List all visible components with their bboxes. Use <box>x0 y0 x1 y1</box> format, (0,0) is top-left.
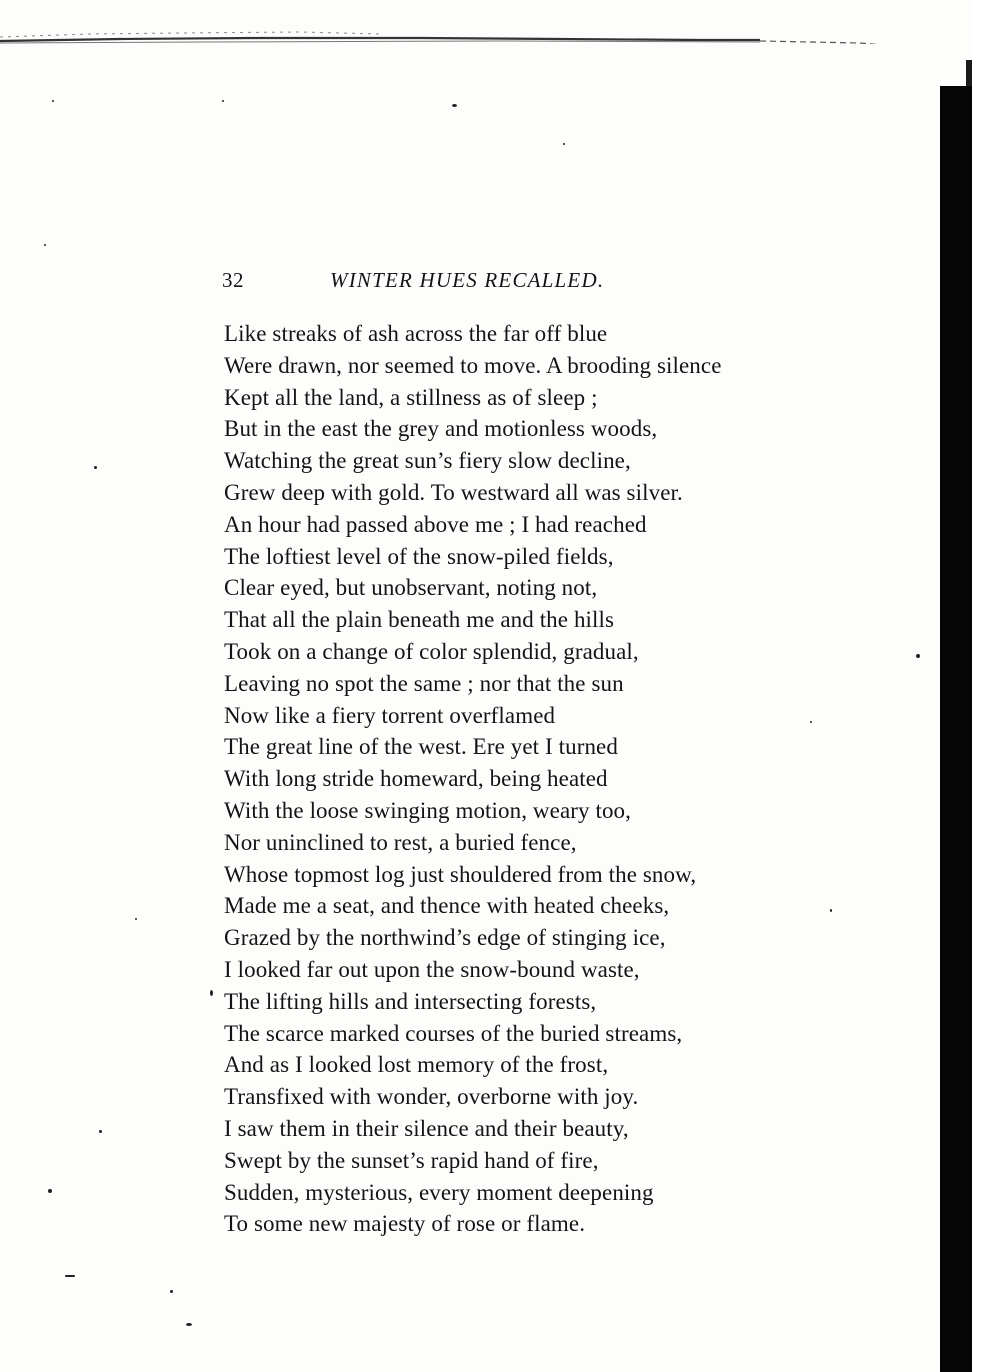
scan-speck <box>222 100 224 102</box>
scan-speck <box>65 1275 75 1277</box>
poem-line: Now like a fiery torrent overflamed <box>224 702 556 728</box>
running-header <box>222 268 742 298</box>
poem-line: I looked far out upon the snow-bound waste, <box>224 956 640 982</box>
poem-line: An hour had passed above me ; I had reached <box>224 511 647 537</box>
scan-speck <box>48 1189 52 1193</box>
poem-line: Grazed by the northwind’s edge of stinging ice, <box>224 925 666 951</box>
scan-speck <box>830 909 832 912</box>
poem-line: Like streaks of ash across the far off blue <box>224 321 608 346</box>
poem-line: The loftiest level of the snow-piled fields, <box>224 543 614 569</box>
scan-speck <box>44 244 46 246</box>
scan-speck <box>810 721 812 723</box>
poem-line: I saw them in their silence and their beauty, <box>224 1115 629 1141</box>
poem-body <box>224 318 824 1240</box>
poem-line: Whose topmost log just shouldered from the snow, <box>224 861 697 887</box>
binding-shadow <box>940 86 972 1372</box>
poem-line: Leaving no spot the same ; nor that the sun <box>224 670 624 696</box>
poem-line: Nor uninclined to rest, a buried fence, <box>224 829 577 855</box>
poem-line: Transfixed with wonder, overborne with joy. <box>224 1084 639 1110</box>
running-title: WINTER HUES RECALLED. <box>330 268 605 292</box>
poem-line: Sudden, mysterious, every moment deepening <box>224 1179 654 1205</box>
right-page-margin <box>972 0 1000 1372</box>
page-number: 32 <box>222 268 244 292</box>
poem-line: Grew deep with gold. To westward all was silver. <box>224 479 683 505</box>
scan-speck <box>563 143 565 145</box>
scan-speck <box>99 1130 102 1133</box>
poem-line: To some new majesty of rose or flame. <box>224 1211 586 1237</box>
poem-line: Clear eyed, but unobservant, noting not, <box>224 575 598 601</box>
scan-speck <box>186 1323 192 1326</box>
poem-line: With the loose swinging motion, weary too, <box>224 797 632 823</box>
poem-line: Swept by the sunset’s rapid hand of fire, <box>224 1147 599 1173</box>
poem-line: But in the east the grey and motionless woods, <box>224 416 658 442</box>
poem-line: The scarce marked courses of the buried streams, <box>224 1020 683 1046</box>
poem-line: Watching the great sun’s fiery slow decline, <box>224 448 631 474</box>
scan-top-edge-noise <box>0 30 940 44</box>
scan-speck <box>135 918 137 920</box>
poem-line: Made me a seat, and thence with heated cheeks, <box>224 893 670 919</box>
scan-speck <box>452 104 457 107</box>
poem-line: The great line of the west. Ere yet I turned <box>224 734 618 760</box>
scan-speck <box>210 990 213 996</box>
poem-line: The lifting hills and intersecting forests, <box>224 988 597 1014</box>
scan-speck <box>94 466 97 469</box>
scan-speck <box>170 1290 173 1293</box>
poem-line: Were drawn, nor seemed to move. A brooding silence <box>224 352 722 378</box>
poem-line: With long stride homeward, being heated <box>224 766 608 792</box>
poem-line: Took on a change of color splendid, gradual, <box>224 638 639 664</box>
scan-speck <box>916 654 920 658</box>
poem-line: And as I looked lost memory of the frost, <box>224 1052 609 1078</box>
scan-speck <box>52 100 54 102</box>
poem-line: That all the plain beneath me and the hills <box>224 607 615 633</box>
poem-line: Kept all the land, a stillness as of sleep ; <box>224 384 598 410</box>
